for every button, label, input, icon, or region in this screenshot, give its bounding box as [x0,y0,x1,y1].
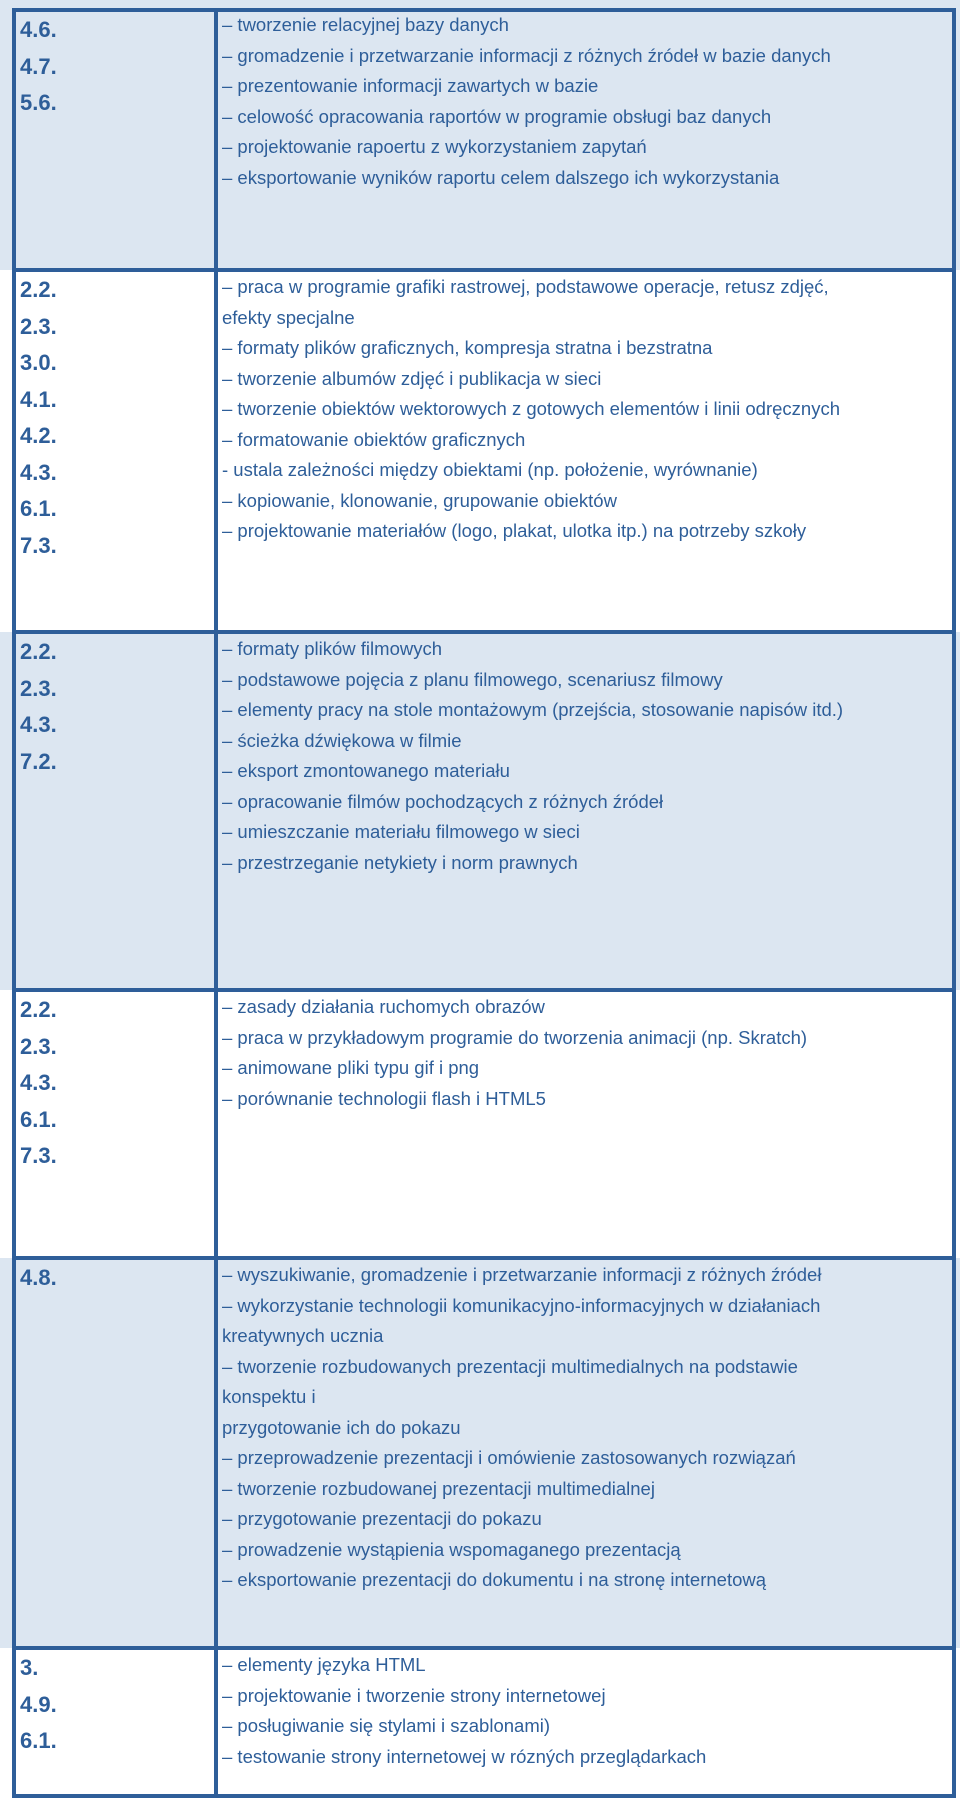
content-line: – praca w programie grafiki rastrowej, podstawowe operacje, retusz zdjęć, [222,276,829,297]
row-4-content [222,992,807,1114]
content-line: – formaty plików filmowych [222,638,443,659]
content-line: – umieszczanie materiału filmowego w sieci [222,821,580,842]
content-line: – eksportowanie prezentacji do dokumentu i na stronę internetową [222,1569,767,1590]
code: 2.2. [20,277,57,302]
code: 3. [20,1655,39,1680]
row-6-content [222,1650,706,1772]
content-line: – prezentowanie informacji zawartych w bazie [222,75,599,96]
content-line: – elementy pracy na stole montażowym (przejścia, stosowanie napisów itd.) [222,699,844,720]
content-line: konspektu i [222,1386,316,1407]
content-line: – wyszukiwanie, gromadzenie i przetwarzanie informacji z różnych źródeł [222,1264,822,1285]
content-line: - ustala zależności między obiektami (np. położenie, wyrównanie) [222,459,758,480]
code: 4.7. [20,53,57,79]
content-line: – posługiwanie się stylami i szablonami) [222,1715,551,1736]
content-line: – wykorzystanie technologii komunikacyjno-informacyjnych w działaniach [222,1294,821,1316]
table-border-left [12,8,16,1798]
row-5-content [222,1260,821,1596]
code: 4.9. [20,1691,57,1717]
content-line: – eksportowanie wyników raportu celem dalszego ich wykorzystania [222,166,780,188]
content-line: – porównanie technologii flash i HTML5 [222,1087,546,1109]
content-line: – celowość opracowania raportów w programie obsługi baz danych [222,105,772,127]
code: 6.1. [20,496,57,521]
column-divider [214,8,218,1798]
code: 7.3. [20,532,57,558]
content-line: – animowane pliki typu gif i png [222,1057,480,1078]
content-line: – przygotowanie prezentacji do pokazu [222,1508,542,1529]
code: 2.2. [20,639,57,664]
content-line: – projektowanie rapoertu z wykorzystaniem zapytań [222,136,647,157]
content-line: – przeprowadzenie prezentacji i omówienie zastosowanych rozwiązań [222,1447,796,1468]
row-1-content [222,10,831,193]
content-line: – tworzenie rozbudowanych prezentacji multimedialnych na podstawie [222,1355,798,1377]
content-line: przygotowanie ich do pokazu [222,1416,461,1438]
content-line: – zasady działania ruchomych obrazów [222,996,545,1017]
code: 6.1. [20,1106,57,1132]
content-line: – elementy języka HTML [222,1654,426,1675]
content-line: – testowanie strony internetowej w rózných przeglądarkach [222,1745,707,1767]
content-line: – ścieżka dźwiękowa w filmie [222,729,462,751]
table-border-bottom [12,1794,956,1798]
content-line: – gromadzenie i przetwarzanie informacji z różnych źródeł w bazie danych [222,44,831,66]
row-2-content [222,272,840,547]
content-line: – tworzenie albumów zdjęć i publikacja w sieci [222,367,602,389]
content-line: kreatywnych ucznia [222,1325,384,1346]
row-3-content [222,634,843,878]
code: 4.3. [20,712,57,737]
code: 2.3. [20,313,57,339]
code: 3.0. [20,350,57,375]
code: 2.3. [20,1033,57,1059]
content-line: – tworzenie relacyjnej bazy danych [222,14,509,35]
row-6-codes [20,1650,57,1760]
table-border-right [952,8,956,1798]
content-line: – projektowanie materiałów (logo, plakat, ulotka itp.) na potrzeby szkoły [222,520,807,541]
content-line: – przestrzeganie netykiety i norm prawnych [222,851,578,873]
code: 5.6. [20,90,57,115]
code: 7.3. [20,1143,57,1168]
content-line: – eksport zmontowanego materiału [222,760,510,781]
row-5-codes [20,1260,57,1297]
code: 4.8. [20,1265,57,1290]
row-2-codes [20,272,57,564]
code: 4.6. [20,17,57,42]
code: 2.3. [20,675,57,701]
content-line: – prowadzenie wystąpienia wspomaganego prezentacją [222,1538,681,1560]
code: 7.2. [20,748,57,774]
code: 4.3. [20,1070,57,1095]
code: 6.1. [20,1728,57,1753]
row-1-codes [20,12,57,122]
code: 4.2. [20,423,57,448]
content-line: – tworzenie rozbudowanej prezentacji multimedialnej [222,1477,655,1499]
content-line: – tworzenie obiektów wektorowych z gotowych elementów i linii odręcznych [222,398,840,419]
content-line: – formatowanie obiektów graficznych [222,428,526,450]
code: 4.1. [20,386,57,412]
row-3-codes [20,634,57,780]
content-line: efekty specjalne [222,306,355,328]
content-line: – praca w przykładowym programie do tworzenia animacji (np. Skratch) [222,1026,808,1048]
content-line: – formaty plików graficznych, kompresja stratna i bezstratna [222,337,713,358]
code: 4.3. [20,459,57,485]
content-line: – podstawowe pojęcia z planu filmowego, scenariusz filmowy [222,668,723,690]
content-line: – projektowanie i tworzenie strony internetowej [222,1684,606,1706]
content-line: – kopiowanie, klonowanie, grupowanie obiektów [222,489,617,511]
code: 2.2. [20,997,57,1022]
row-4-codes [20,992,57,1175]
content-line: – opracowanie filmów pochodzących z różnych źródeł [222,790,664,812]
